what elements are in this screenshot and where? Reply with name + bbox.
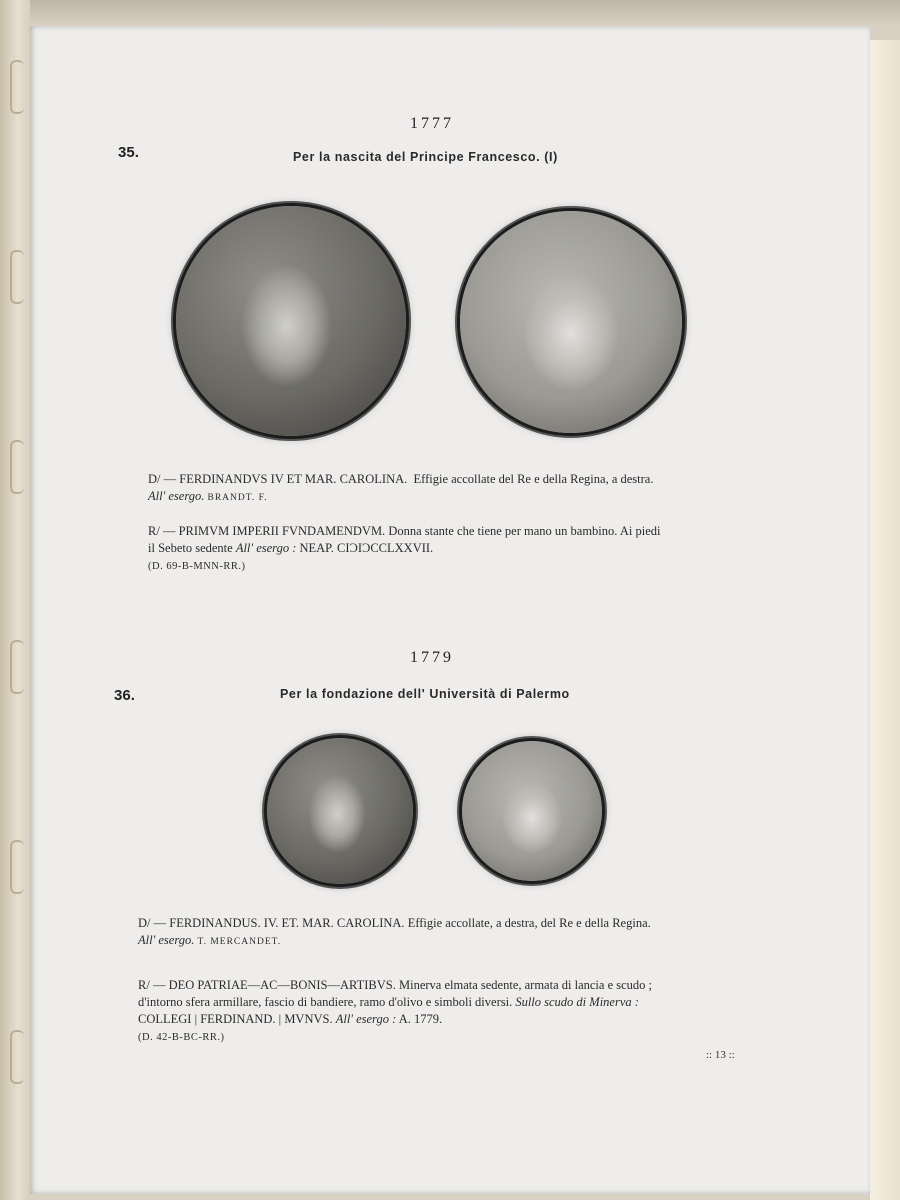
entry-number: 36. [114,687,135,704]
obverse-description: D/ — FERDINANDVS IV ET MAR. CAROLINA. Effigie accollate del Re e della Regina, a destra. All' esergo. BRANDT. F. [148,472,654,503]
entry-title: Per la fondazione dell' Università di Palermo [280,687,570,701]
page-edge [870,40,900,1200]
page-number: :: 13 :: [706,1049,735,1061]
medal-obverse-image [176,206,406,436]
obverse-description: D/ — FERDINANDUS. IV. ET. MAR. CAROLINA. Effigie accollate, a destra, del Re e della Regina. All' esergo. T. MERCANDET. [138,916,651,947]
top-shadow [0,0,900,26]
binding-stitch [10,1030,24,1084]
binding-stitch [10,60,24,114]
entry-number: 35. [118,144,139,161]
reverse-description: R/ — PRIMVM IMPERII FVNDAMENDVM. Donna stante che tiene per mano un bambino. Ai piedi il Sebeto sedente All' esergo : NEAP. CIƆIƆCCLXXVII. (D. 69-B-MNN-RR.) [148,524,661,572]
binding-stitch [10,250,24,304]
book-binding [0,0,30,1200]
entry-year: 1777 [410,115,454,132]
entry-title: Per la nascita del Principe Francesco. (I) [293,150,558,164]
medal-reverse-image [462,741,602,881]
binding-stitch [10,640,24,694]
book-page [30,26,870,1194]
binding-stitch [10,840,24,894]
medal-reverse-image [460,211,682,433]
binding-stitch [10,440,24,494]
entry-year: 1779 [410,649,454,666]
medal-obverse-image [267,738,413,884]
reverse-description: R/ — DEO PATRIAE—AC—BONIS—ARTIBVS. Minerva elmata sedente, armata di lancia e scudo ; d'intorno sfera armillare, fascio di bandiere, ramo d'olivo e simboli diversi. Sullo scudo di Minerva : COLLEGI | FERDINAND. | MVNVS. All' esergo : A. 1779. (D. 42-B-BC-RR.) [138,978,652,1043]
